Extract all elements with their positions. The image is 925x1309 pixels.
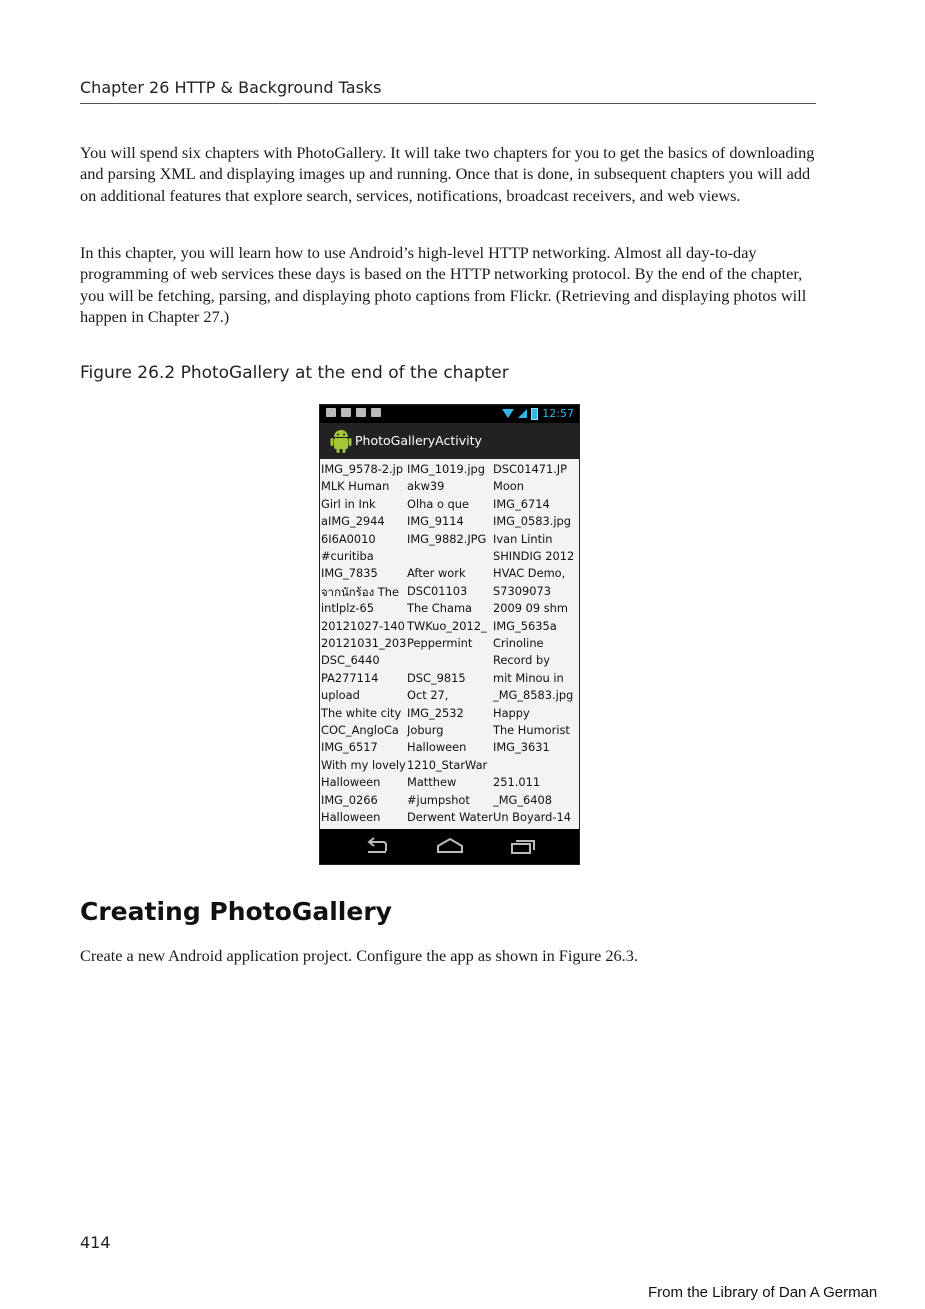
- grid-row: [320, 653, 579, 670]
- photo-caption[interactable]: Oct 27,: [407, 688, 449, 703]
- photo-caption[interactable]: 20121031_203: [321, 636, 407, 650]
- photo-caption[interactable]: With my lovely: [321, 757, 406, 772]
- grid-row: [320, 723, 579, 740]
- action-bar: [320, 423, 579, 459]
- home-icon[interactable]: [435, 835, 465, 859]
- photo-caption[interactable]: 251.011: [493, 775, 541, 790]
- photo-caption[interactable]: Joburg: [407, 723, 444, 737]
- photo-caption[interactable]: TWKuo_2012_: [407, 618, 487, 633]
- photo-caption[interactable]: IMG_7835: [321, 566, 378, 581]
- notification-icons: [326, 408, 381, 417]
- photo-caption[interactable]: Peppermint: [407, 636, 473, 650]
- grid-row: [320, 549, 579, 566]
- photo-caption[interactable]: Halloween: [321, 810, 381, 824]
- page-number: 414: [80, 1233, 111, 1252]
- photo-caption[interactable]: 6I6A0010: [321, 531, 376, 546]
- system-indicators: [502, 407, 574, 420]
- photo-caption[interactable]: Un Boyard-14: [493, 810, 571, 824]
- photo-caption[interactable]: IMG_2532: [407, 705, 464, 720]
- intro-paragraph: You will spend six chapters with PhotoGallery. It will take two chapters for you to get the basics of downloading and parsing XML and displaying images up and running. Once that is done, in subsequent chapters you will add on additional features that explore search, services, notifications, broadcast receivers, and web views.: [80, 143, 815, 205]
- photo-caption[interactable]: Record by: [493, 653, 550, 668]
- photo-caption[interactable]: จากนักร้อง The: [321, 584, 399, 599]
- photo-caption[interactable]: mit Minou in: [493, 670, 564, 685]
- photo-caption[interactable]: Olha o que: [407, 496, 469, 511]
- notification-icon: [326, 408, 336, 417]
- photo-caption[interactable]: Ivan Lintin: [493, 531, 553, 546]
- photo-caption[interactable]: akw39: [407, 479, 445, 494]
- photo-caption[interactable]: Moon: [493, 479, 524, 494]
- phone-screenshot: [319, 404, 580, 865]
- grid-row: [320, 706, 579, 723]
- grid-row: [320, 810, 579, 827]
- running-head: Chapter 26 HTTP & Background Tasks: [80, 78, 816, 104]
- grid-row: [320, 532, 579, 549]
- grid-row: [320, 566, 579, 583]
- grid-row: [320, 497, 579, 514]
- photo-caption[interactable]: intlplz-65: [321, 601, 374, 616]
- photo-caption[interactable]: S7309073: [493, 583, 551, 598]
- photo-caption[interactable]: #curitiba: [321, 549, 374, 563]
- photo-caption[interactable]: 1210_StarWar: [407, 757, 488, 772]
- grid-row: [320, 479, 579, 496]
- grid-row: [320, 619, 579, 636]
- gamepad-icon: [356, 408, 366, 417]
- photo-caption[interactable]: Matthew: [407, 775, 457, 790]
- grid-row: [320, 740, 579, 757]
- photo-caption[interactable]: IMG_5635a: [493, 618, 557, 633]
- photo-caption[interactable]: _MG_6408: [493, 792, 553, 807]
- photo-caption[interactable]: Halloween: [321, 775, 381, 790]
- recent-apps-icon[interactable]: [508, 835, 538, 859]
- status-clock: 12:57: [542, 407, 574, 420]
- status-bar: [320, 405, 579, 423]
- photo-caption[interactable]: Happy: [493, 705, 530, 720]
- activity-title: PhotoGalleryActivity: [355, 433, 482, 448]
- back-icon[interactable]: [362, 835, 392, 859]
- photo-caption[interactable]: IMG_9578-2.jp: [321, 462, 404, 476]
- grid-row: [320, 671, 579, 688]
- grid-row: [320, 601, 579, 618]
- grid-row: [320, 462, 579, 479]
- photo-caption[interactable]: MLK Human: [321, 479, 390, 494]
- mail-icon: [341, 408, 351, 417]
- photo-caption[interactable]: aIMG_2944: [321, 514, 385, 529]
- navigation-bar: [320, 829, 579, 865]
- download-icon: [371, 408, 381, 417]
- photo-caption[interactable]: Halloween: [407, 740, 467, 755]
- photo-caption[interactable]: PA277114: [321, 670, 379, 685]
- grid-row: [320, 758, 579, 775]
- grid-row: [320, 636, 579, 653]
- photo-caption[interactable]: #jumpshot: [407, 792, 470, 807]
- photo-caption[interactable]: IMG_6714: [493, 496, 550, 511]
- photo-caption[interactable]: After work: [407, 566, 466, 581]
- photo-caption[interactable]: IMG_1019.jpg: [407, 462, 485, 476]
- signal-icon: [518, 409, 527, 418]
- section-heading: Creating PhotoGallery: [80, 897, 392, 926]
- photo-caption[interactable]: Crinoline: [493, 636, 544, 650]
- battery-icon: [531, 408, 538, 420]
- photo-caption[interactable]: The Chama: [407, 601, 473, 616]
- grid-row: [320, 584, 579, 601]
- photo-caption[interactable]: _MG_8583.jpg: [493, 688, 574, 703]
- photo-caption[interactable]: The white city: [321, 705, 402, 720]
- library-note: From the Library of Dan A German: [648, 1284, 878, 1301]
- photo-caption-grid[interactable]: [320, 459, 579, 829]
- grid-row: [320, 688, 579, 705]
- http-paragraph: In this chapter, you will learn how to use Android’s high-level HTTP networking. Almost all day-to-day programming of web services these days is based on the HTTP networking protocol. By the end of the chapter, you will be fetching, parsing, and displaying photo captions from Flickr. (Retrieving and displaying photos will happen in Chapter 27.): [80, 243, 807, 326]
- grid-row: [320, 775, 579, 792]
- photo-caption[interactable]: COC_AngloCa: [321, 723, 399, 737]
- photo-caption[interactable]: IMG_9114: [407, 514, 464, 529]
- photo-caption[interactable]: DSC_6440: [321, 653, 380, 668]
- photo-caption[interactable]: DSC_9815: [407, 670, 466, 685]
- photo-caption[interactable]: IMG_6517: [321, 740, 378, 755]
- grid-row: [320, 514, 579, 531]
- photo-caption[interactable]: DSC01471.JP: [493, 462, 568, 476]
- grid-row: [320, 793, 579, 810]
- photo-caption[interactable]: HVAC Demo,: [493, 566, 566, 581]
- photo-caption[interactable]: SHINDIG 2012: [493, 549, 575, 563]
- wifi-icon: [502, 409, 514, 418]
- photo-caption[interactable]: IMG_9882.JPG: [407, 531, 487, 546]
- photo-caption[interactable]: upload: [321, 688, 360, 703]
- photo-caption[interactable]: DSC01103: [407, 583, 468, 598]
- photo-caption[interactable]: IMG_0266: [321, 792, 378, 807]
- figure-caption: Figure 26.2 PhotoGallery at the end of the chapter: [80, 363, 509, 383]
- photo-caption[interactable]: 20121027-140: [321, 618, 405, 633]
- create-project-paragraph: Create a new Android application project. Configure the app as shown in Figure 26.3.: [80, 946, 638, 965]
- photo-caption[interactable]: The Humorist: [493, 723, 570, 737]
- photo-caption[interactable]: IMG_0583.jpg: [493, 514, 571, 529]
- photo-caption[interactable]: IMG_3631: [493, 740, 550, 755]
- android-icon[interactable]: [330, 429, 352, 453]
- photo-caption[interactable]: Girl in Ink: [321, 496, 376, 511]
- photo-caption[interactable]: 2009 09 shm: [493, 601, 568, 616]
- photo-caption[interactable]: Derwent Water: [407, 810, 493, 824]
